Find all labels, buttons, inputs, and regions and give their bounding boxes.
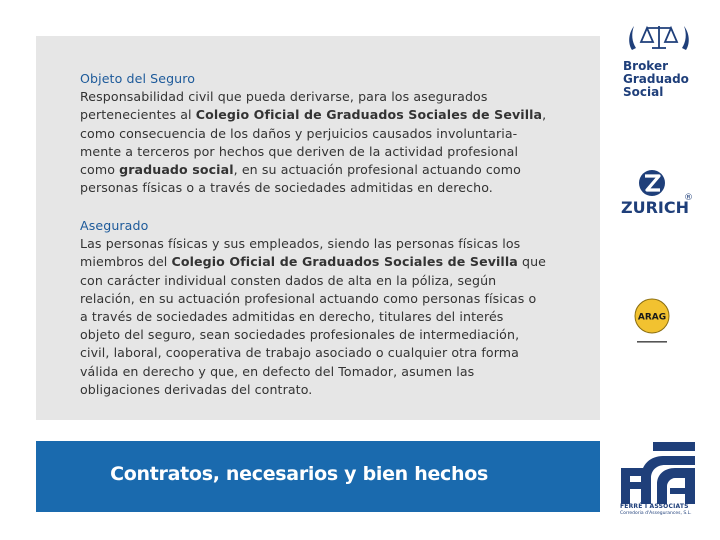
text-segment: pertenecientes al	[80, 107, 196, 123]
text-line	[80, 272, 570, 290]
section-body	[80, 88, 570, 197]
text-segment: personas físicas o a través de sociedades admitidas en derecho.	[80, 180, 493, 196]
text-segment: como	[80, 162, 120, 178]
text-segment: con carácter individual consten dados de alta en la póliza, según	[80, 272, 497, 288]
text-line	[80, 308, 570, 326]
slogan-text: Contratos, necesarios y bien hechos	[110, 463, 488, 485]
text-line	[80, 179, 570, 197]
text-segment: válida en derecho y que, en defecto del Tomador, asumen las	[80, 363, 475, 379]
text-line	[80, 88, 570, 106]
ferre-subtitle: Corredoria d'Assegurances, S.L.	[620, 511, 692, 516]
text-line	[80, 381, 570, 399]
text-segment: a través de sociedades admitidas en derecho, titulares del interés	[80, 309, 504, 325]
text-line	[80, 253, 570, 271]
registered-mark: ®	[684, 193, 693, 203]
scales-of-justice-icon	[641, 26, 677, 48]
text-segment: obligaciones derivadas del contrato.	[80, 381, 313, 397]
arag-logo	[632, 296, 672, 346]
text-segment: que	[517, 254, 547, 270]
ferre-i-associats-logo	[617, 438, 697, 504]
text-segment: Las personas físicas y sus empleados, siendo las personas físicas los	[80, 236, 521, 252]
text-segment: , en su actuación profesional actuando como	[233, 162, 521, 178]
slogan-banner	[36, 441, 600, 512]
section-heading: Asegurado	[80, 218, 149, 233]
ferre-emblem-icon	[621, 442, 695, 504]
section-objeto-del-seguro	[80, 70, 570, 197]
text-segment: relación, en su actuación profesional actuando como personas físicas o	[80, 290, 537, 306]
section-asegurado	[80, 217, 570, 399]
text-segment: miembros del	[80, 254, 172, 270]
zurich-wordmark: ZURICH	[621, 198, 689, 217]
text-line	[80, 326, 570, 344]
text-line	[80, 106, 570, 124]
text-line	[80, 363, 570, 381]
text-line	[80, 344, 570, 362]
text-line	[80, 161, 570, 179]
broker-wordmark: Broker Graduado Social	[623, 59, 689, 99]
text-segment: ,	[542, 107, 547, 123]
bold-text: Colegio Oficial de Graduados Sociales de Sevilla	[171, 254, 518, 270]
text-segment: civil, laboral, cooperativa de trabajo asociado o cualquier otra forma	[80, 345, 519, 361]
section-heading: Objeto del Seguro	[80, 71, 196, 86]
bold-text: Colegio Oficial de Graduados Sociales de Sevilla	[195, 107, 543, 123]
text-segment: como consecuencia de los daños y perjuicios causados involuntaria-	[80, 125, 518, 141]
text-segment: Responsabilidad civil que pueda derivarse, para los asegurados	[80, 89, 488, 105]
section-body	[80, 235, 570, 399]
text-line	[80, 290, 570, 308]
text-line	[80, 235, 570, 253]
text-segment: objeto del seguro, sean sociedades profesionales de intermediación,	[80, 327, 520, 343]
ferre-wordmark: FERRÉ I ASSOCIATS	[620, 503, 689, 510]
arag-wordmark: ARAG	[637, 312, 667, 323]
text-segment: mente a terceros por hechos que deriven de la actividad profesional	[80, 143, 519, 159]
bold-text: graduado social	[119, 162, 234, 178]
text-line	[80, 125, 570, 143]
text-line	[80, 143, 570, 161]
